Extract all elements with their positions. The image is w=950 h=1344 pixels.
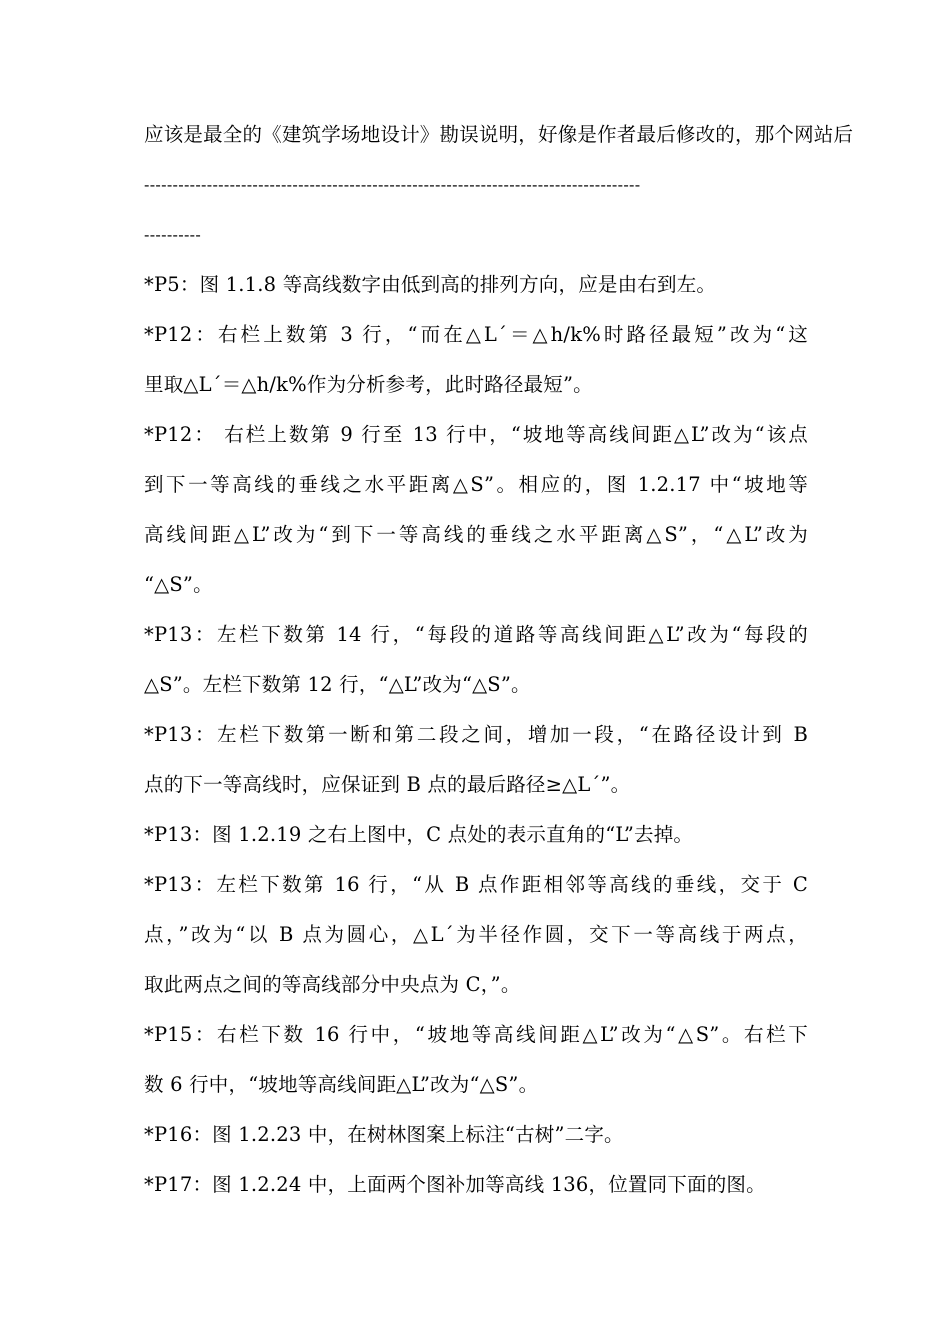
erratum-p12-b-line-4: “△S”。 <box>144 573 213 596</box>
erratum-p13-a-line-1: *P13：左栏下数第 14 行，“每段的道路等高线间距△L”改为“每段的 <box>144 623 808 646</box>
erratum-p13-d-line-3: 取此两点之间的等高线部分中央点为 C，”。 <box>144 973 521 996</box>
document-page <box>144 110 950 1210</box>
erratum-p12-b-line-3: 高线间距△L”改为“到下一等高线的垂线之水平距离△S”，“△L”改为 <box>144 523 808 546</box>
erratum-p13-c: *P13：图 1.2.19 之右上图中，C 点处的表示直角的“L”去掉。 <box>144 823 694 846</box>
erratum-p12-b-line-2: 到下一等高线的垂线之水平距离△S”。相应的，图 1.2.17 中“坡地等 <box>144 473 808 496</box>
erratum-p13-a-line-2: △S”。左栏下数第 12 行，“△L”改为“△S”。 <box>144 673 531 696</box>
erratum-p15-line-1: *P15：右栏下数 16 行中，“坡地等高线间距△L”改为“△S”。右栏下 <box>144 1023 808 1046</box>
separator-line: --------------------------------------------------------------------------------------- <box>144 175 641 194</box>
erratum-p12-b-line-1: *P12： 右栏上数第 9 行至 13 行中，“坡地等高线间距△L”改为“该点 <box>144 423 808 446</box>
erratum-p16: *P16：图 1.2.23 中，在树林图案上标注“古树”二字。 <box>144 1123 624 1146</box>
erratum-p13-d-line-2: 点，”改为“以 B 点为圆心，△L´为半径作圆，交下一等高线于两点， <box>144 923 808 946</box>
erratum-p15-line-2: 数 6 行中，“坡地等高线间距△L”改为“△S”。 <box>144 1073 539 1096</box>
erratum-p12-a-line-2: 里取△L´＝△h/k%作为分析参考，此时路径最短”。 <box>144 373 593 396</box>
erratum-p13-d-line-1: *P13：左栏下数第 16 行，“从 B 点作距相邻等高线的垂线，交于 C <box>144 873 808 896</box>
erratum-p12-a-line-1: *P12：右栏上数第 3 行，“而在△L´＝△h/k%时路径最短”改为“这 <box>144 323 808 346</box>
erratum-p5: *P5：图 1.1.8 等高线数字由低到高的排列方向，应是由右到左。 <box>144 273 717 296</box>
erratum-p13-b-line-2: 点的下一等高线时，应保证到 B 点的最后路径≥△L´”。 <box>144 773 631 796</box>
erratum-p17: *P17：图 1.2.24 中，上面两个图补加等高线 136，位置同下面的图。 <box>144 1173 766 1196</box>
intro-paragraph: 应该是最全的《建筑学场地设计》勘误说明，好像是作者最后修改的，那个网站后 <box>144 123 854 146</box>
erratum-p13-b-line-1: *P13：左栏下数第一断和第二段之间，增加一段，“在路径设计到 B <box>144 723 808 746</box>
separator-line-continued: ---------- <box>144 225 202 244</box>
